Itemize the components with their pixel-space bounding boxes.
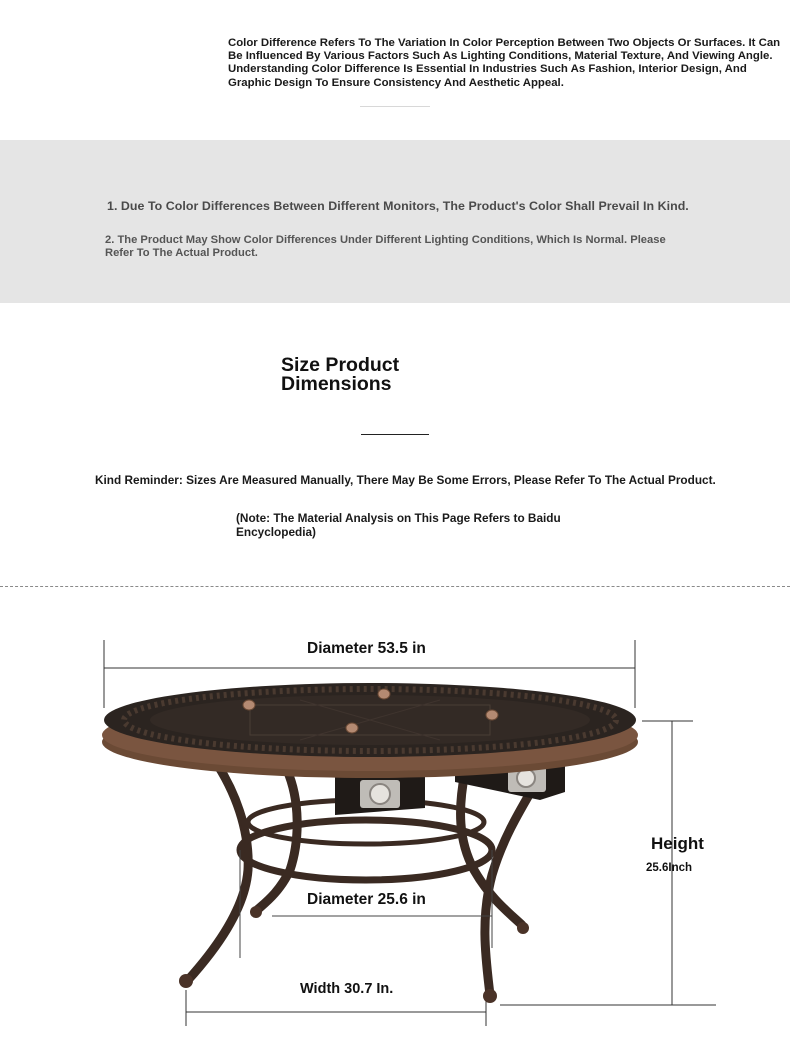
dashed-divider: [0, 586, 790, 587]
size-title-line-2: Dimensions: [281, 372, 392, 395]
size-section-title: [281, 356, 521, 393]
base-diameter-label: Diameter 25.6 in: [307, 891, 426, 908]
height-value: 25.6Inch: [646, 862, 693, 874]
top-diameter-label: Diameter 53.5 in: [307, 640, 426, 657]
material-note: (Note: The Material Analysis on This Page Refers to Baidu Encyclopedia): [236, 511, 561, 539]
notice-band: [0, 140, 790, 303]
table-illustration: [0, 600, 790, 1055]
intro-divider: [360, 106, 430, 107]
table-top: [102, 683, 638, 778]
kind-reminder: Kind Reminder: Sizes Are Measured Manually, There May Be Some Errors, Please Refer To The Actual Product.: [95, 473, 716, 487]
size-title-underline: [361, 434, 429, 435]
intro-paragraph: Color Difference Refers To The Variation In Color Perception Between Two Objects Or Surfaces. It Can Be Influenced By Various Factors Such As Lighting Conditions, Material Texture, And Viewing Angle. Understanding Color Difference Is Essential In Industries Such As Fashion, Interior Design, And Graphic Design To Ensure Consistency And Aesthetic Appeal.: [228, 37, 781, 89]
notice-item-2: 2. The Product May Show Color Differences Under Different Lighting Conditions, Which Is Normal. Please Refer To The Actual Product.: [105, 234, 666, 260]
width-label: Width 30.7 In.: [300, 981, 394, 997]
size-title-line-1: Size Product: [281, 354, 400, 376]
notice-item-1: 1. Due To Color Differences Between Different Monitors, The Product's Color Shall Prevail In Kind.: [107, 199, 689, 213]
height-label: Height: [651, 834, 704, 853]
